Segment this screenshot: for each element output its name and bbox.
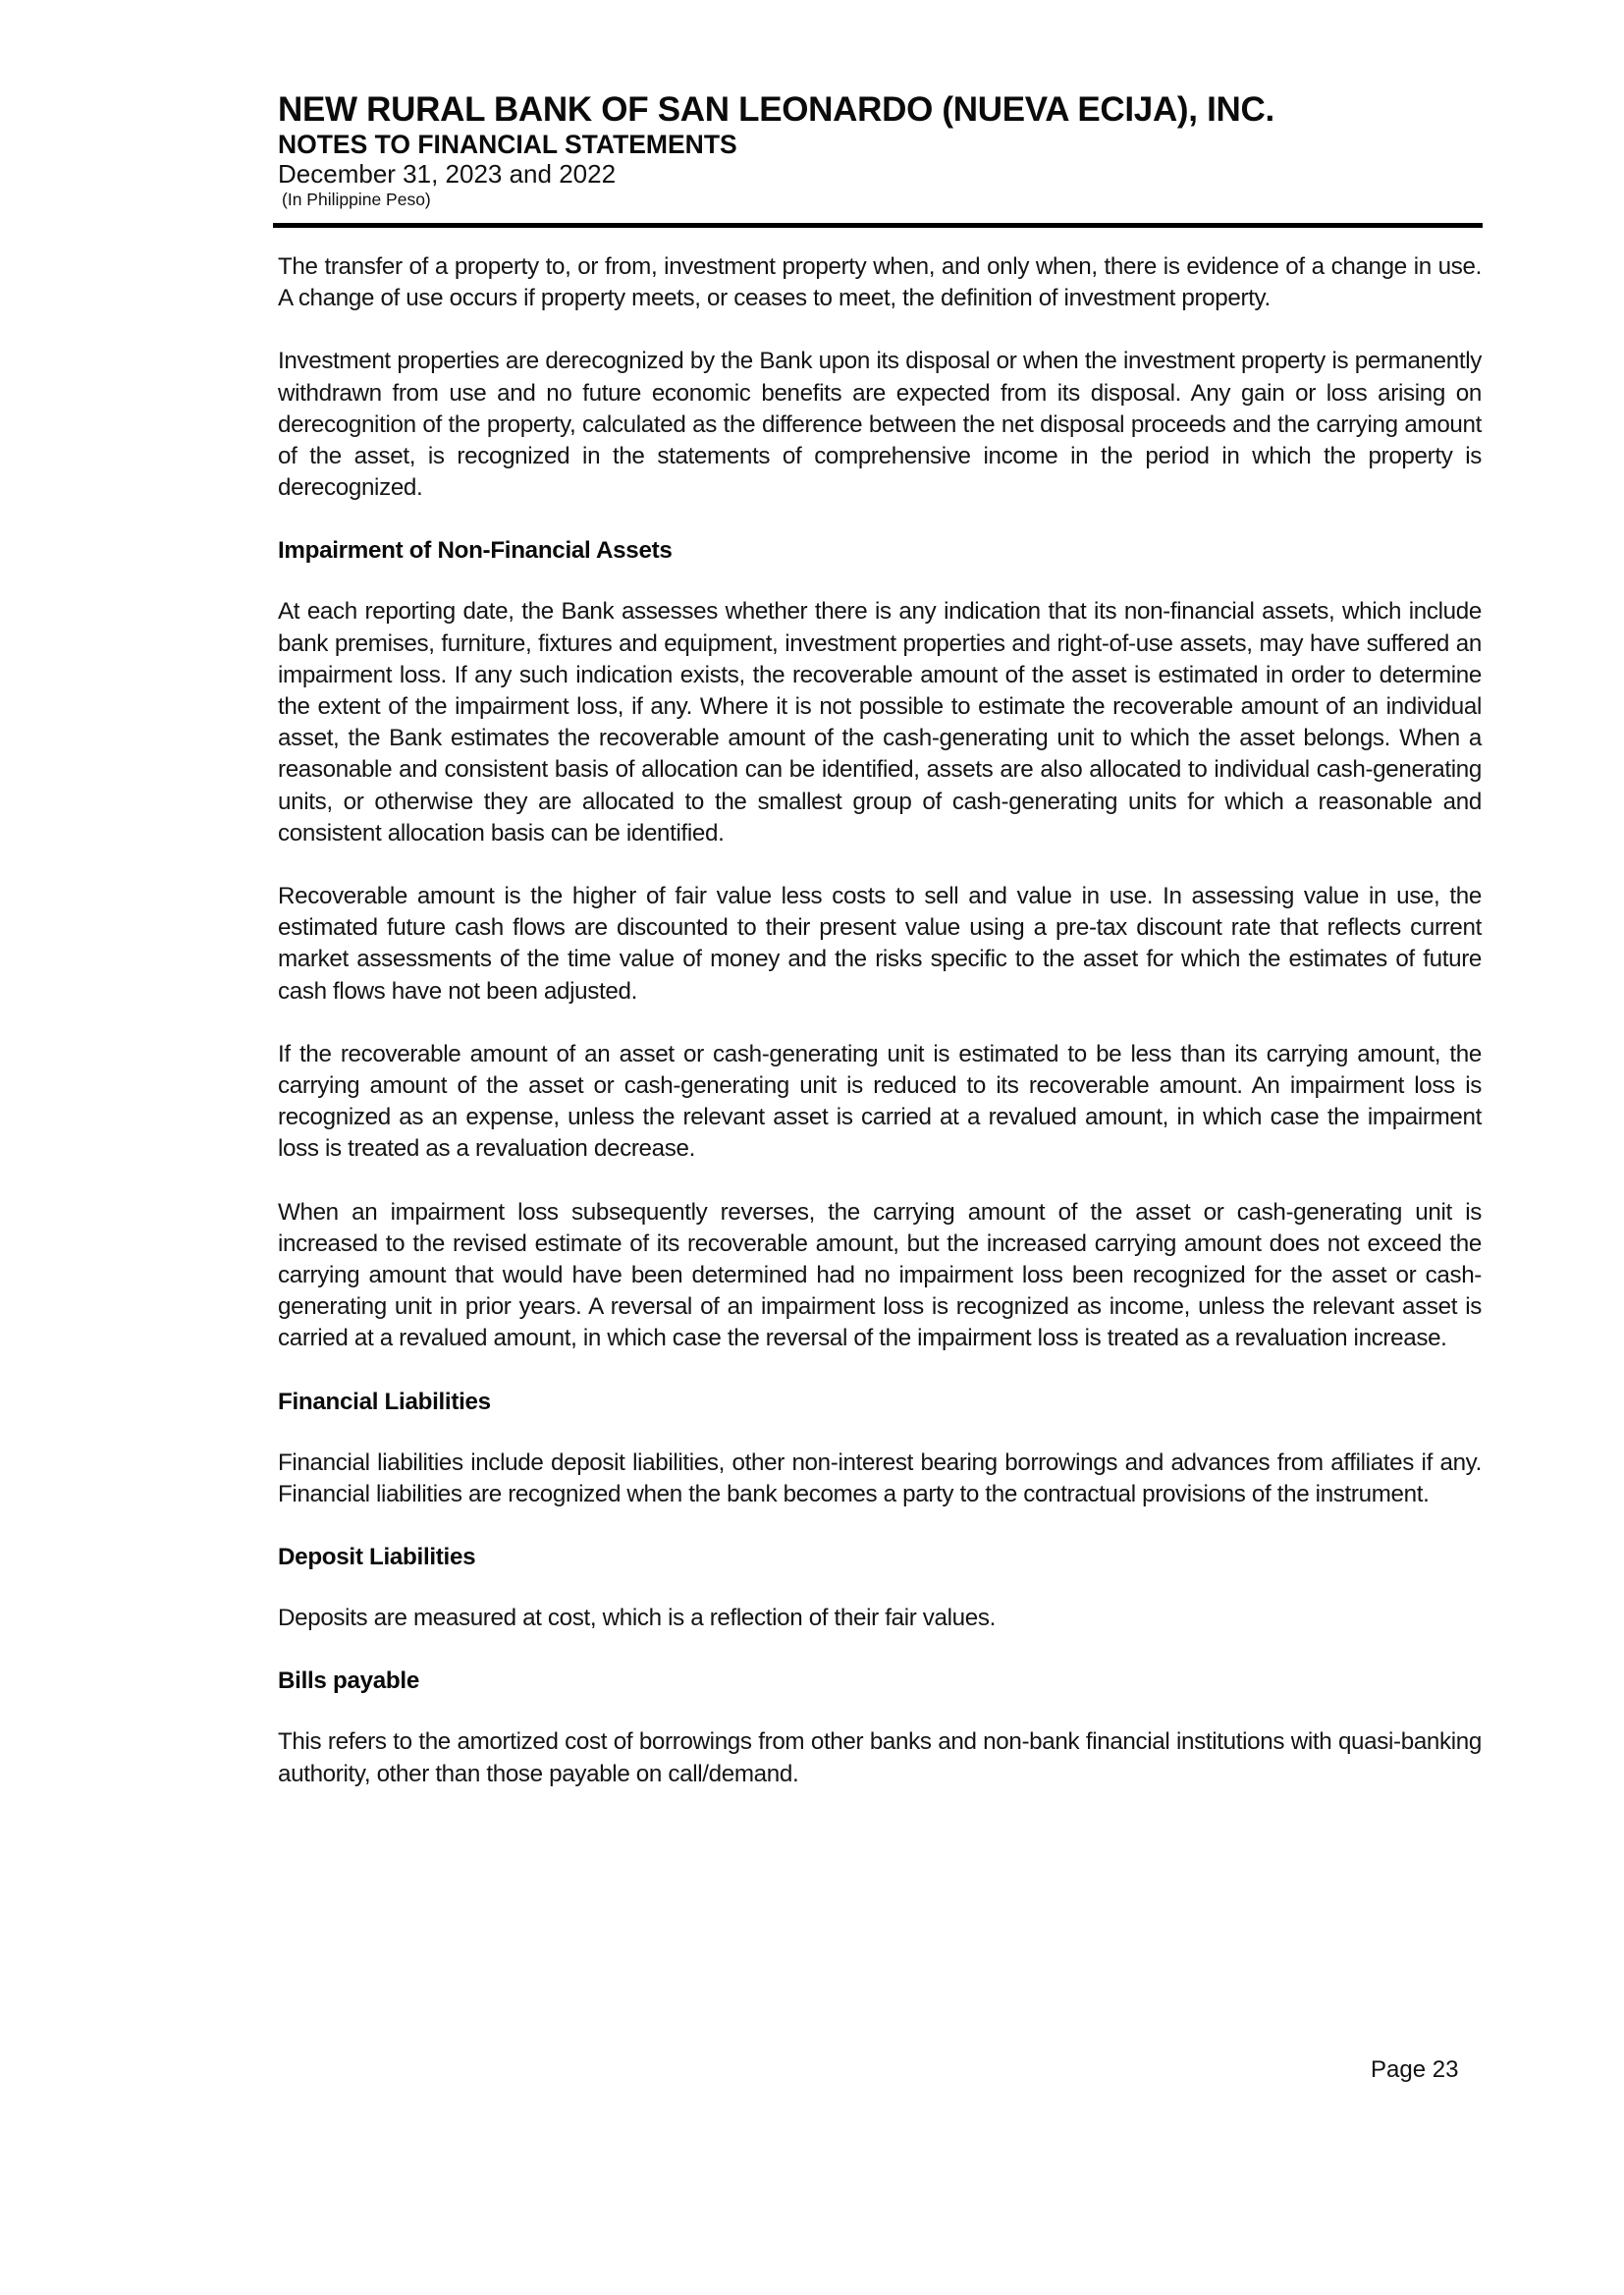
- paragraph: This refers to the amortized cost of borrowings from other banks and non-bank financial institutions with quasi-banking authority, other than those payable on call/demand.: [278, 1728, 1482, 1787]
- document-title: NOTES TO FINANCIAL STATEMENTS: [278, 130, 737, 159]
- paragraph: At each reporting date, the Bank assesses whether there is any indication that its non-financial assets, which include bank premises, furniture, fixtures and equipment, investment properties and right-of-use assets, may have suffered an impairment loss. If any such indication exists, the recoverable amount of the asset is estimated in order to determine the extent of the impairment loss, if any. Where it is not possible to estimate the recoverable amount of an individual asset, the Bank estimates the recoverable amount of the cash-generating unit to which the asset belongs. When a reasonable and consistent basis of allocation can be identified, assets are also allocated to individual cash-generating units, or otherwise they are allocated to the smallest group of cash-generating units for which a reasonable and consistent allocation basis can be identified.: [278, 598, 1482, 847]
- page-number: Page 23: [1371, 2056, 1459, 2083]
- paragraph: When an impairment loss subsequently reverses, the carrying amount of the asset or cash-generating unit is increased to the revised estimate of its recoverable amount, but the increased carrying amount does not exceed the carrying amount that would have been determined had no impairment loss been recognized for the asset or cash-generating unit in prior years. A reversal of an impairment loss is recognized as income, unless the relevant asset is carried at a revalued amount, in which case the reversal of the impairment loss is treated as a revaluation increase.: [278, 1198, 1482, 1352]
- paragraph: Financial liabilities include deposit liabilities, other non-interest bearing borrowings and advances from affiliates if any. Financial liabilities are recognized when the bank becomes a party to the contractual provisions of the instrument.: [278, 1448, 1482, 1507]
- header-rule: [273, 223, 1483, 228]
- currency-note: (In Philippine Peso): [282, 190, 431, 209]
- section-bills-payable: [278, 1666, 1482, 1789]
- reporting-period: December 31, 2023 and 2022: [278, 159, 617, 189]
- paragraph: Investment properties are derecognized by the Bank upon its disposal or when the investment property is permanently withdrawn from use and no future economic benefits are expected from its disposal. Any gain or loss arising on derecognition of the property, calculated as the difference between the net disposal proceeds and the carrying amount of the asset, is recognized in the statements of comprehensive income in the period in which the property is derecognized.: [278, 348, 1482, 502]
- section-heading: Financial Liabilities: [278, 1388, 491, 1415]
- section-impairment: [278, 535, 1482, 1354]
- section-heading: Impairment of Non-Financial Assets: [278, 537, 673, 565]
- paragraph: The transfer of a property to, or from, investment property when, and only when, there is evidence of a change in use. A change of use occurs if property meets, or ceases to meet, the definition of investment property.: [278, 253, 1482, 312]
- paragraph: Deposits are measured at cost, which is a reflection of their fair values.: [278, 1605, 996, 1632]
- section-heading: Bills payable: [278, 1667, 419, 1695]
- section-deposit-liabilities: [278, 1542, 1482, 1634]
- company-name: NEW RURAL BANK OF SAN LEONARDO (NUEVA ECIJA), INC.: [278, 90, 1274, 129]
- section-financial-liabilities: [278, 1387, 1482, 1510]
- page-header: [278, 90, 1486, 210]
- page-body: [278, 251, 1482, 1822]
- section-heading: Deposit Liabilities: [278, 1544, 476, 1571]
- paragraph: If the recoverable amount of an asset or cash-generating unit is estimated to be less than its carrying amount, the carrying amount of the asset or cash-generating unit is reduced to its recoverable amount. An impairment loss is recognized as an expense, unless the relevant asset is carried at a revalued amount, in which case the impairment loss is treated as a revaluation decrease.: [278, 1040, 1482, 1163]
- paragraph: Recoverable amount is the higher of fair value less costs to sell and value in use. In assessing value in use, the estimated future cash flows are discounted to their present value using a pre-tax discount rate that reflects current market assessments of the time value of money and the risks specific to the asset for which the estimates of future cash flows have not been adjusted.: [278, 883, 1482, 1005]
- section-investment-property: [278, 251, 1482, 504]
